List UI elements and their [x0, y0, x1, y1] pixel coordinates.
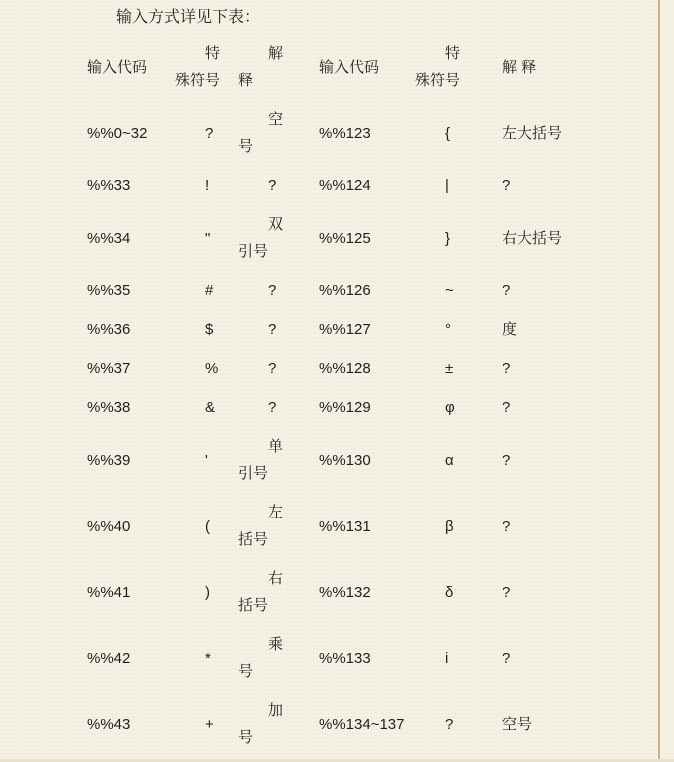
- table-row: [57, 271, 659, 310]
- code-cell: %%132: [319, 583, 371, 601]
- explanation-cell: ?: [268, 177, 277, 194]
- symbol-cell: ": [205, 229, 211, 247]
- explanation-cell: ?: [502, 451, 511, 469]
- header-explanation-left: 解 释: [238, 45, 284, 89]
- explanation-cell: ?: [268, 360, 277, 377]
- explanation-cell: 左括号: [238, 504, 284, 548]
- code-cell: %%130: [319, 451, 371, 469]
- code-cell: %%41: [87, 583, 131, 601]
- code-cell: %%125: [319, 229, 371, 247]
- symbol-cell: +: [205, 715, 214, 733]
- code-cell: %%39: [87, 451, 131, 469]
- symbol-cell: #: [205, 282, 214, 299]
- code-cell: %%131: [319, 517, 371, 535]
- code-cell: %%36: [87, 321, 131, 338]
- symbol-cell: ): [205, 583, 210, 601]
- table-row: [57, 559, 659, 625]
- explanation-cell: ?: [502, 517, 511, 535]
- symbol-cell: *: [205, 649, 211, 667]
- code-cell: %%42: [87, 649, 131, 667]
- explanation-cell: ?: [502, 649, 511, 667]
- explanation-cell: 左大括号: [502, 124, 563, 142]
- code-cell: %%35: [87, 282, 131, 299]
- table-row: [57, 691, 659, 757]
- table-row: [57, 427, 659, 493]
- symbol-cell: δ: [445, 583, 454, 601]
- explanation-cell: 度: [502, 321, 518, 338]
- header-special-symbol-left: 特 殊符号: [175, 45, 221, 89]
- code-cell: %%124: [319, 177, 371, 194]
- symbol-cell: i: [445, 649, 449, 667]
- symbol-cell: ': [205, 451, 208, 469]
- table-header-row: [57, 34, 659, 100]
- code-cell: %%127: [319, 321, 371, 338]
- table-row: [57, 205, 659, 271]
- right-vertical-divider: [658, 0, 660, 762]
- explanation-cell: 单引号: [238, 438, 284, 482]
- code-cell: %%134~137: [319, 715, 405, 733]
- explanation-cell: 乘号: [238, 636, 284, 680]
- code-cell: %%37: [87, 360, 131, 377]
- code-cell: %%33: [87, 177, 131, 194]
- symbol-cell: ~: [445, 282, 454, 299]
- symbol-cell: α: [445, 451, 454, 469]
- symbol-cell: |: [445, 177, 449, 194]
- symbol-cell: ±: [445, 360, 454, 377]
- code-cell: %%43: [87, 715, 131, 733]
- explanation-cell: ?: [502, 583, 511, 601]
- symbol-cell: %: [205, 360, 219, 377]
- code-cell: %%133: [319, 649, 371, 667]
- symbol-cell: }: [445, 229, 451, 247]
- special-symbol-table: [57, 34, 659, 757]
- intro-text: 输入方式详见下表：: [116, 9, 261, 26]
- explanation-cell: 右大括号: [502, 229, 563, 247]
- code-cell: %%34: [87, 229, 131, 247]
- code-cell: %%128: [319, 360, 371, 377]
- code-cell: %%126: [319, 282, 371, 299]
- header-input-code-right: 输入代码: [319, 58, 380, 76]
- explanation-cell: 右括号: [238, 570, 284, 614]
- symbol-cell: !: [205, 177, 210, 194]
- explanation-cell: 双引号: [238, 216, 284, 260]
- table-row: [57, 166, 659, 205]
- symbol-cell: β: [445, 517, 454, 535]
- table-row: [57, 388, 659, 427]
- table-row: [57, 349, 659, 388]
- symbol-cell: {: [445, 124, 451, 142]
- explanation-cell: 加号: [238, 702, 284, 746]
- header-explanation-right: 解 释: [502, 58, 537, 76]
- explanation-cell: ?: [268, 399, 277, 416]
- explanation-cell: ?: [268, 321, 277, 338]
- symbol-cell: ?: [445, 715, 454, 733]
- code-cell: %%123: [319, 124, 371, 142]
- symbol-cell: ?: [205, 124, 214, 142]
- header-input-code-left: 输入代码: [87, 58, 148, 76]
- code-cell: %%0~32: [87, 124, 148, 142]
- symbol-cell: $: [205, 321, 214, 338]
- explanation-cell: 空号: [238, 111, 284, 155]
- code-cell: %%129: [319, 399, 371, 416]
- symbol-cell: φ: [445, 399, 455, 416]
- symbol-cell: &: [205, 399, 216, 416]
- table-row: [57, 625, 659, 691]
- code-cell: %%40: [87, 517, 131, 535]
- table-row: [57, 493, 659, 559]
- table-row: [57, 310, 659, 349]
- code-cell: %%38: [87, 399, 131, 416]
- explanation-cell: ?: [268, 282, 277, 299]
- table-row: [57, 100, 659, 166]
- header-special-symbol-right: 特 殊符号: [415, 45, 461, 89]
- symbol-cell: °: [445, 321, 451, 338]
- symbol-cell: (: [205, 517, 210, 535]
- explanation-cell: ?: [502, 177, 511, 194]
- explanation-cell: 空号: [502, 715, 533, 733]
- explanation-cell: ?: [502, 282, 511, 299]
- explanation-cell: ?: [502, 360, 511, 377]
- explanation-cell: ?: [502, 399, 511, 416]
